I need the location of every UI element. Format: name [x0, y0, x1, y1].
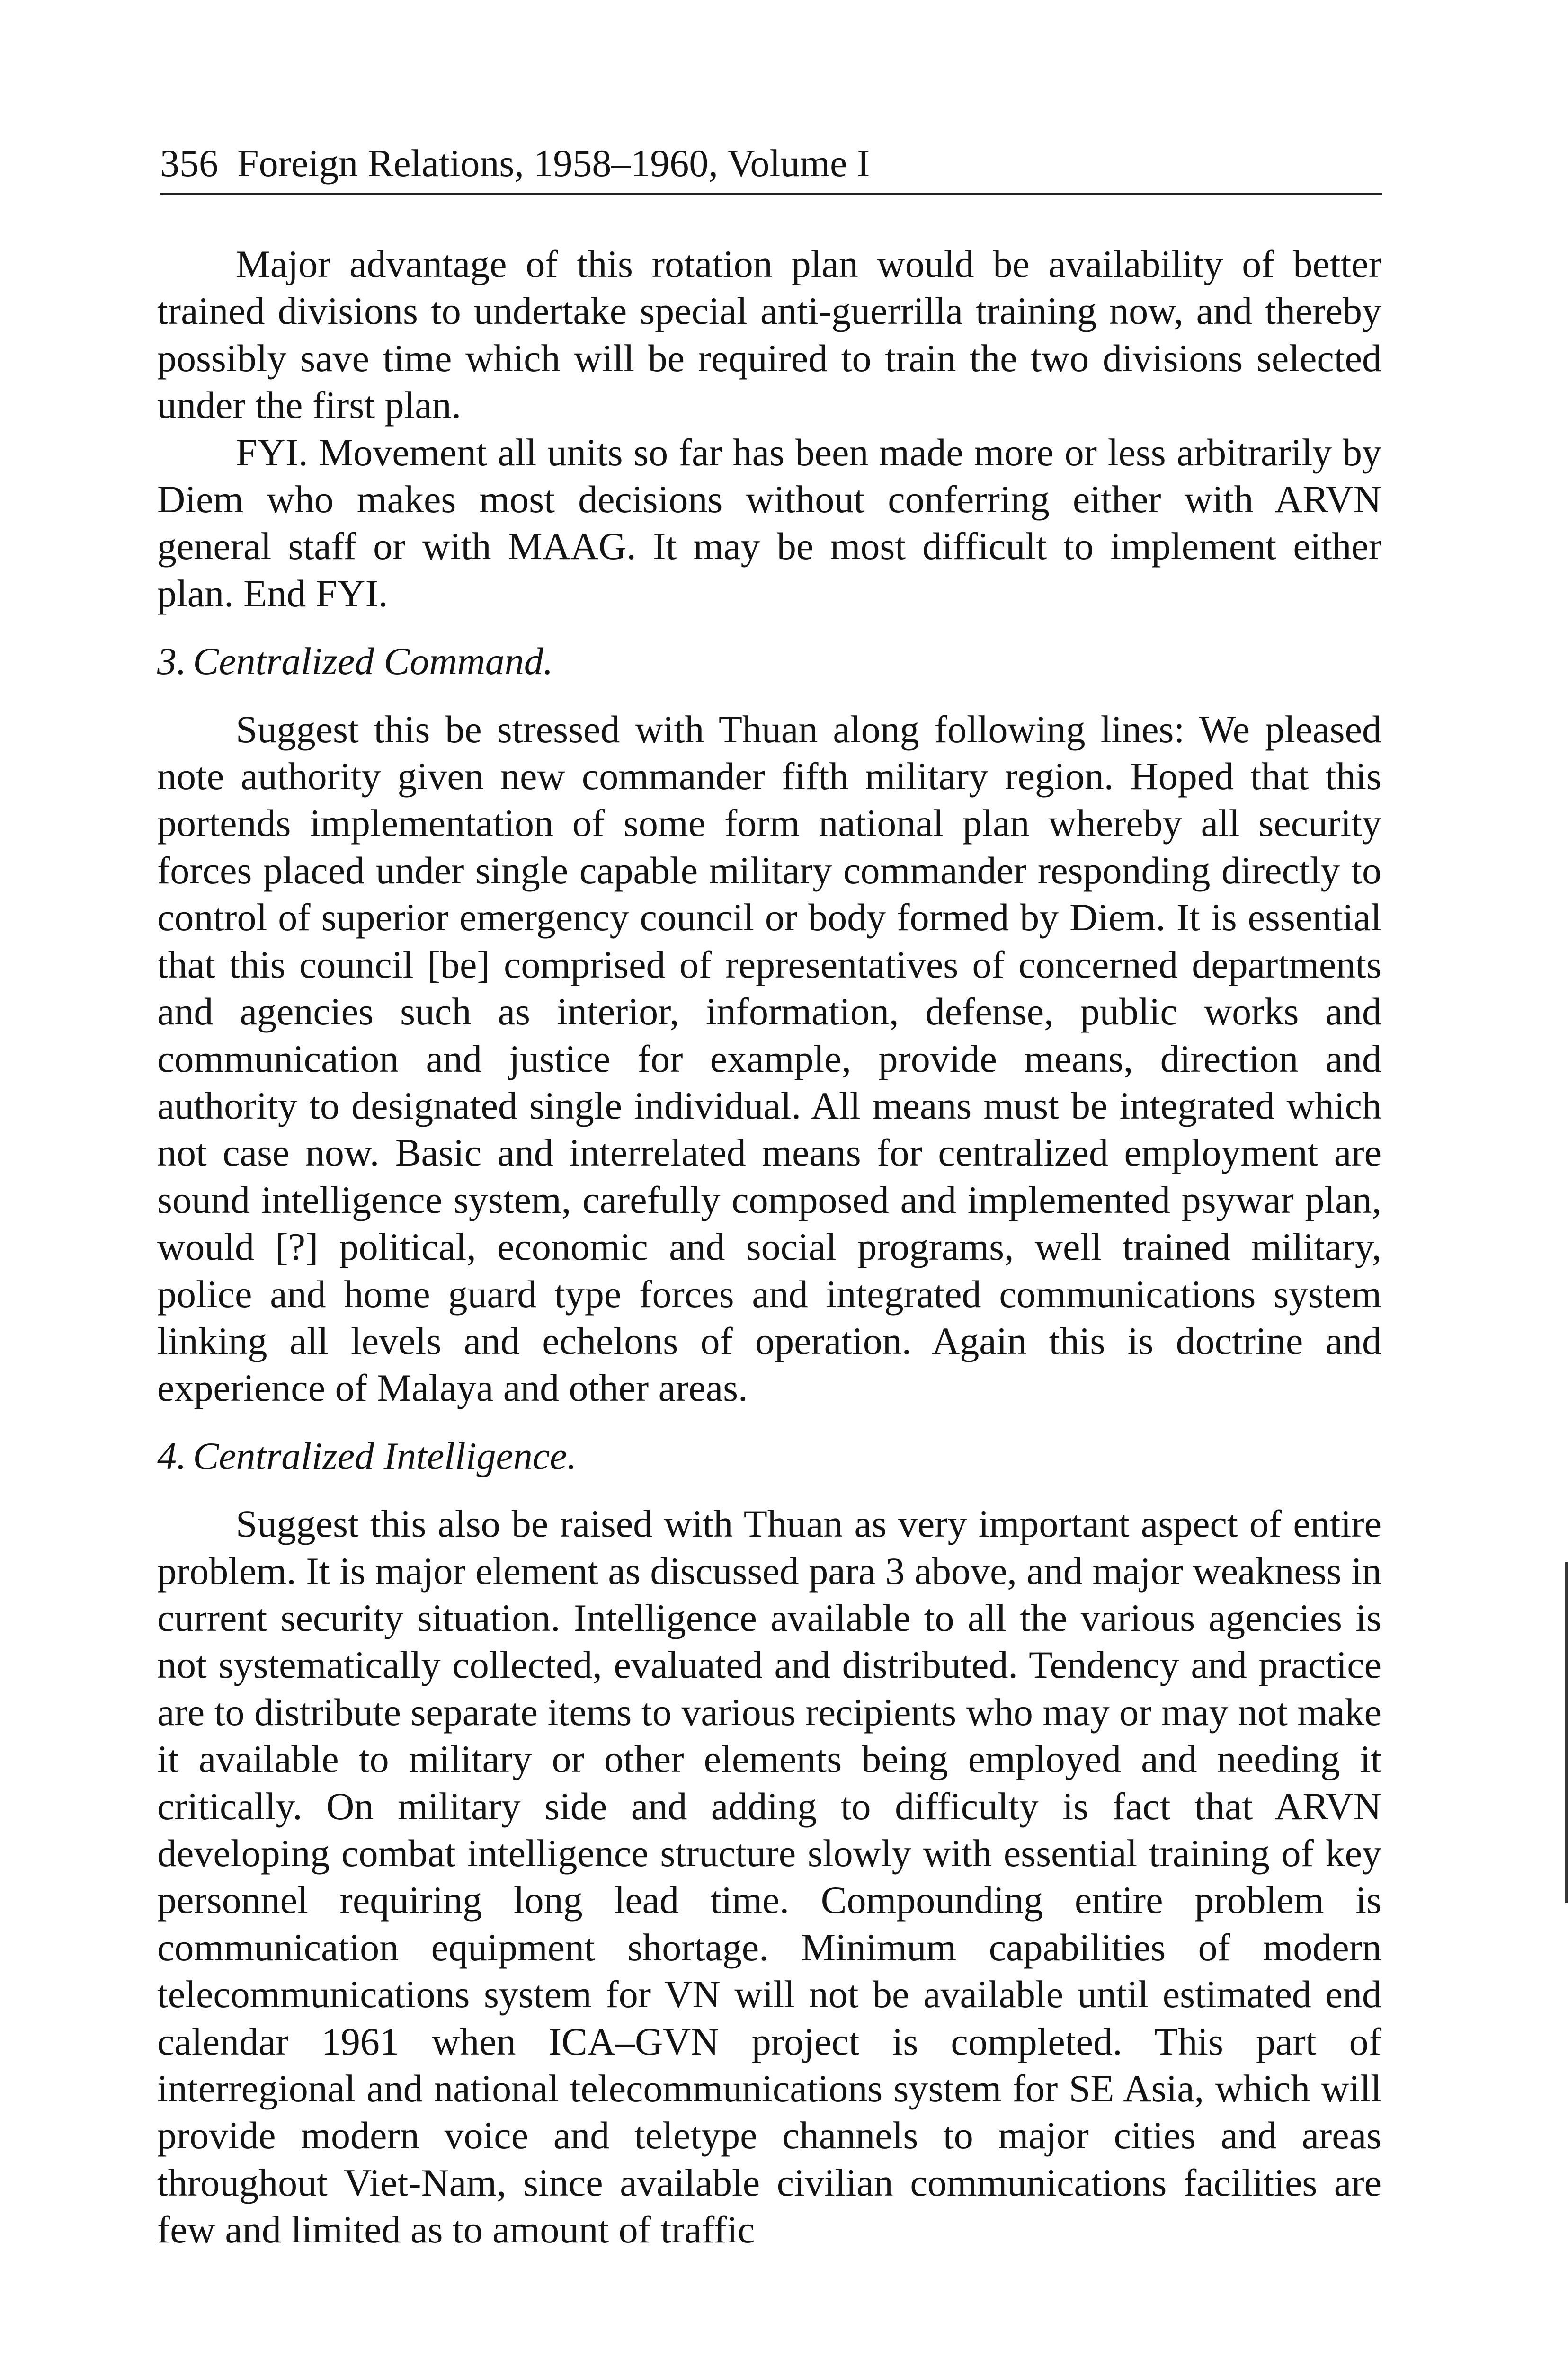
body-text: [157, 240, 1381, 2253]
paragraph-centralized-intelligence: Suggest this also be raised with Thuan as very important aspect of entire problem. It is major element as discussed para 3 above, and major weakness in current security situation. Intelligence available to all the various agencies is not systematically collected, evaluated and distributed. Tendency and practice are to distribute separate items to various recipients who may or may not make it available to military or other elements being employed and needing it critically. On military side and adding to difficulty is fact that ARVN developing combat intelligence structure slowly with essential training of key personnel requiring long lead time. Compounding entire problem is communication equipment shortage. Minimum capabilities of modern telecommunications system for VN will not be available until estimated end calendar 1961 when ICA–GVN project is completed. This part of interregional and national telecommunications system for SE Asia, which will provide modern voice and teletype channels to major cities and areas throughout Viet-Nam, since available civilian communications facilities are few and limited as to amount of traffic: [157, 1502, 1381, 2251]
section-number: 4.: [157, 1434, 187, 1477]
section-number: 3.: [157, 640, 187, 683]
header-rule: [160, 193, 1382, 195]
running-header: [160, 142, 1382, 185]
running-title: Foreign Relations, 1958–1960, Volume I: [237, 142, 870, 185]
page-number: 356: [160, 142, 218, 185]
paragraph-rotation-plan: Major advantage of this rotation plan would be availability of better trained divisions to undertake special anti-guerrilla training now, and thereby possibly save time which will be required to train the two divisions selected under the first plan.: [157, 242, 1381, 427]
paragraph-fyi: FYI. Movement all units so far has been made more or less arbitrarily by Diem who makes most decisions without conferring either with ARVN general staff or with MAAG. It may be most difficult to implement either plan. End FYI.: [157, 430, 1381, 615]
section-heading-centralized-command: [157, 638, 1381, 685]
paragraph-centralized-command: Suggest this be stressed with Thuan along following lines: We pleased note authority given new commander fifth military region. Hoped that this portends implementation of some form national plan whereby all security forces placed under single capable military commander responding directly to control of superior emergency council or body formed by Diem. It is essential that this council [be] comprised of representatives of concerned departments and agencies such as interior, information, defense, public works and communication and justice for example, provide means, direction and authority to designated single individual. All means must be integrated which not case now. Basic and interrelated means for centralized employment are sound intelligence system, carefully composed and implemented psywar plan, would [?] political, economic and social programs, well trained military, police and home guard type forces and integrated communications system linking all levels and echelons of operation. Again this is doctrine and experience of Malaya and other areas.: [157, 707, 1381, 1410]
scan-page-edge: [1565, 1562, 1568, 1903]
section-title: Centralized Intelligence.: [193, 1434, 577, 1477]
section-heading-centralized-intelligence: [157, 1433, 1381, 1479]
section-title: Centralized Command.: [193, 640, 553, 683]
